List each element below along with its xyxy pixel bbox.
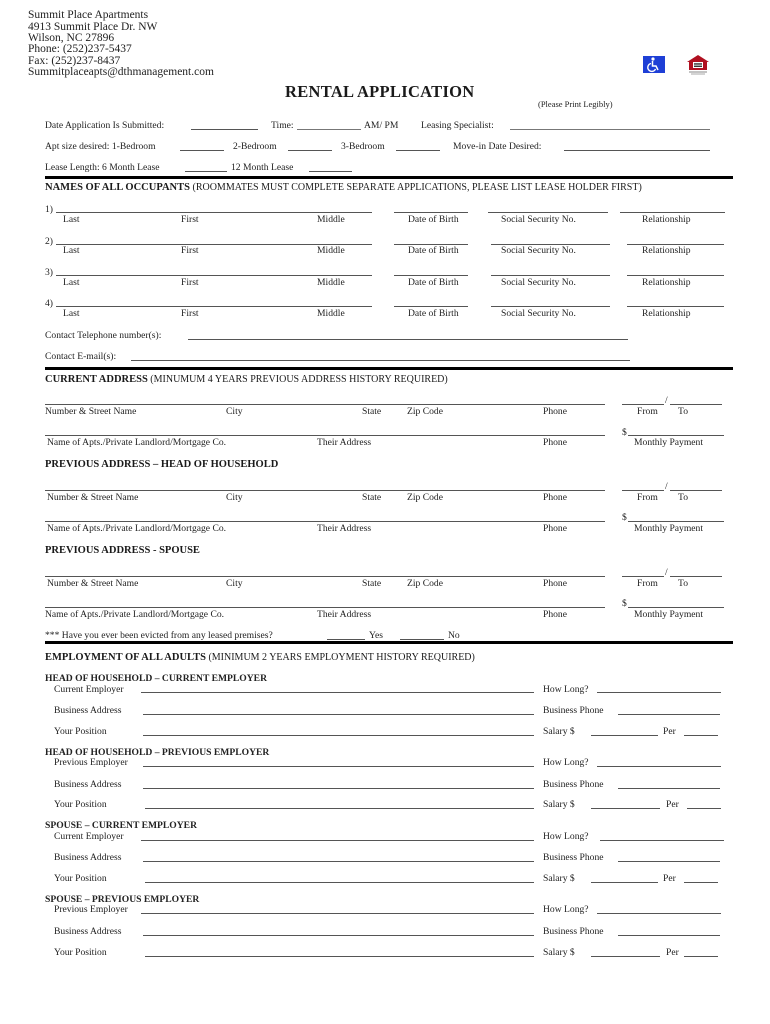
leasing-specialist-label: Leasing Specialist:: [421, 120, 494, 131]
how-long-label: How Long?: [543, 831, 589, 842]
how-long-field[interactable]: [597, 913, 721, 914]
row-number: 1): [45, 204, 53, 215]
employer-field[interactable]: [141, 692, 534, 693]
ssn-label: Social Security No.: [501, 245, 576, 256]
company-fax: Fax: (252)237-8437: [28, 55, 121, 67]
twelve-month-lease-label: 12 Month Lease: [231, 162, 294, 173]
from-label: From: [637, 406, 658, 417]
position-field[interactable]: [145, 956, 534, 957]
contact-phone-label: Contact Telephone number(s):: [45, 330, 162, 341]
business-address-field[interactable]: [143, 788, 534, 789]
time-label: Time:: [271, 120, 294, 131]
date-submitted-field[interactable]: [191, 129, 258, 130]
occupant-dob-field[interactable]: [394, 212, 468, 213]
dob-label: Date of Birth: [408, 308, 459, 319]
two-bedroom-field[interactable]: [288, 150, 332, 151]
company-address-line1: 4913 Summit Place Dr. NW: [28, 21, 158, 33]
how-long-label: How Long?: [543, 904, 589, 915]
twelve-month-lease-field[interactable]: [309, 171, 352, 172]
per-field[interactable]: [684, 735, 718, 736]
relationship-label: Relationship: [642, 308, 691, 319]
business-phone-field[interactable]: [618, 714, 720, 715]
to-label: To: [678, 578, 688, 589]
from-label: From: [637, 578, 658, 589]
their-address-label: Their Address: [317, 437, 372, 448]
occupant-relationship-field[interactable]: [620, 212, 725, 213]
per-label: Per: [663, 726, 676, 737]
business-phone-field[interactable]: [618, 861, 720, 862]
position-label: Your Position: [54, 873, 107, 884]
their-address-label: Their Address: [317, 523, 372, 534]
ssn-label: Social Security No.: [501, 308, 576, 319]
street-label: Number & Street Name: [47, 578, 139, 589]
business-phone-label: Business Phone: [543, 852, 604, 863]
leasing-specialist-field[interactable]: [510, 129, 710, 130]
one-bedroom-field[interactable]: [180, 150, 224, 151]
to-label: To: [678, 406, 688, 417]
state-label: State: [362, 578, 382, 589]
to-label: To: [678, 492, 688, 503]
landlord-line-field[interactable]: [45, 521, 605, 522]
per-field[interactable]: [684, 956, 718, 957]
date-submitted-label: Date Application Is Submitted:: [45, 120, 165, 131]
salary-label: Salary $: [543, 726, 575, 737]
monthly-payment-field[interactable]: [628, 521, 724, 522]
move-in-date-label: Move-in Date Desired:: [453, 141, 542, 152]
per-field[interactable]: [684, 882, 718, 883]
monthly-payment-label: Monthly Payment: [634, 437, 704, 448]
dob-label: Date of Birth: [408, 277, 459, 288]
eviction-yes-field[interactable]: [327, 639, 365, 640]
section-divider: [45, 641, 733, 644]
salary-field[interactable]: [591, 735, 658, 736]
company-name: Summit Place Apartments: [28, 9, 149, 21]
employer-field[interactable]: [141, 840, 534, 841]
landlord-line-field[interactable]: [45, 607, 605, 608]
from-label: From: [637, 492, 658, 503]
address-line-field[interactable]: [45, 404, 605, 405]
city-label: City: [226, 406, 243, 417]
per-label: Per: [666, 947, 679, 958]
company-phone: Phone: (252)237-5437: [28, 43, 132, 55]
salary-field[interactable]: [591, 956, 660, 957]
employment-block-heading: SPOUSE – CURRENT EMPLOYER: [45, 820, 198, 831]
street-label: Number & Street Name: [47, 492, 139, 503]
occupant-name-field[interactable]: [56, 306, 372, 307]
company-address-line2: Wilson, NC 27896: [28, 32, 115, 44]
current-address-note: (MINUMUM 4 YEARS PREVIOUS ADDRESS HISTORY REQUIRED): [150, 374, 448, 385]
business-address-field[interactable]: [143, 861, 534, 862]
business-address-field[interactable]: [143, 935, 534, 936]
eviction-question: *** Have you ever been evicted from any leased premises?: [45, 630, 273, 641]
state-label: State: [362, 492, 382, 503]
previous-address-head-heading: [45, 459, 278, 470]
address-line-field[interactable]: [45, 490, 605, 491]
salary-field[interactable]: [591, 882, 658, 883]
street-label: Number & Street Name: [45, 406, 137, 417]
employment-block-heading: SPOUSE – PREVIOUS EMPLOYER: [45, 894, 200, 905]
occupant-relationship-field[interactable]: [627, 306, 724, 307]
phone-label: Phone: [543, 492, 567, 503]
occupants-heading-title: NAMES OF ALL OCCUPANTS: [45, 182, 190, 193]
previous-address-spouse-heading: [45, 545, 200, 556]
middle-label: Middle: [317, 214, 345, 225]
date-slash: /: [665, 481, 668, 492]
occupants-heading-note: (ROOMMATES MUST COMPLETE SEPARATE APPLICATIONS, PLEASE LIST LEASE HOLDER FIRST): [192, 182, 642, 193]
monthly-payment-label: Monthly Payment: [634, 609, 704, 620]
how-long-field[interactable]: [600, 840, 724, 841]
dollar-sign: $: [622, 598, 627, 609]
employer-label: Previous Employer: [54, 904, 128, 915]
phone-label: Phone: [543, 523, 567, 534]
company-email[interactable]: Summitplaceapts@dthmanagement.com: [28, 66, 214, 78]
section-divider: [45, 367, 733, 370]
how-long-label: How Long?: [543, 684, 589, 695]
six-month-lease-field[interactable]: [185, 171, 227, 172]
contact-phone-field[interactable]: [188, 339, 628, 340]
city-label: City: [226, 578, 243, 589]
relationship-label: Relationship: [642, 214, 691, 225]
eviction-yes-label: Yes: [369, 630, 383, 641]
first-label: First: [181, 214, 199, 225]
business-phone-label: Business Phone: [543, 705, 604, 716]
occupant-ssn-field[interactable]: [491, 306, 610, 307]
first-label: First: [181, 308, 199, 319]
section-divider: [45, 176, 733, 179]
employment-block-heading: HEAD OF HOUSEHOLD – PREVIOUS EMPLOYER: [45, 747, 270, 758]
landlord-line-field[interactable]: [45, 435, 605, 436]
city-label: City: [226, 492, 243, 503]
previous-address-spouse-title: PREVIOUS ADDRESS - SPOUSE: [45, 545, 200, 556]
from-date-field[interactable]: [622, 490, 664, 491]
three-bedroom-label: 3-Bedroom: [341, 141, 385, 152]
employer-label: Current Employer: [54, 684, 124, 695]
row-number: 3): [45, 267, 53, 278]
dollar-sign: $: [622, 427, 627, 438]
salary-label: Salary $: [543, 873, 575, 884]
row-number: 4): [45, 298, 53, 309]
employer-field[interactable]: [141, 913, 534, 914]
middle-label: Middle: [317, 245, 345, 256]
position-label: Your Position: [54, 799, 107, 810]
middle-label: Middle: [317, 277, 345, 288]
occupant-name-field[interactable]: [56, 275, 372, 276]
business-address-label: Business Address: [54, 852, 122, 863]
state-label: State: [362, 406, 382, 417]
their-address-label: Their Address: [317, 609, 372, 620]
per-label: Per: [666, 799, 679, 810]
monthly-payment-field[interactable]: [628, 607, 724, 608]
last-label: Last: [63, 245, 80, 256]
business-phone-field[interactable]: [618, 935, 720, 936]
phone-label: Phone: [543, 578, 567, 589]
landlord-label: Name of Apts./Private Landlord/Mortgage Co.: [47, 523, 227, 534]
contact-email-label: Contact E-mail(s):: [45, 351, 117, 362]
equal-housing-opportunity-icon: [685, 54, 711, 76]
employment-heading-title: EMPLOYMENT OF ALL ADULTS: [45, 652, 206, 663]
middle-label: Middle: [317, 308, 345, 319]
to-date-field[interactable]: [670, 576, 722, 577]
dob-label: Date of Birth: [408, 214, 459, 225]
landlord-label: Name of Apts./Private Landlord/Mortgage Co.: [45, 609, 225, 620]
how-long-label: How Long?: [543, 757, 589, 768]
time-field[interactable]: [297, 129, 361, 130]
monthly-payment-label: Monthly Payment: [634, 523, 704, 534]
business-address-label: Business Address: [54, 926, 122, 937]
last-label: Last: [63, 214, 80, 225]
employment-block-heading: HEAD OF HOUSEHOLD – CURRENT EMPLOYER: [45, 673, 268, 684]
position-label: Your Position: [54, 947, 107, 958]
dob-label: Date of Birth: [408, 245, 459, 256]
landlord-label: Name of Apts./Private Landlord/Mortgage Co.: [47, 437, 227, 448]
date-slash: /: [665, 395, 668, 406]
contact-email-field[interactable]: [131, 360, 630, 361]
to-date-field[interactable]: [670, 490, 722, 491]
ampm-label: AM/ PM: [364, 120, 399, 131]
move-in-date-field[interactable]: [564, 150, 710, 151]
how-long-field[interactable]: [597, 766, 721, 767]
first-label: First: [181, 277, 199, 288]
monthly-payment-field[interactable]: [628, 435, 724, 436]
occupant-ssn-field[interactable]: [488, 212, 608, 213]
from-date-field[interactable]: [622, 404, 664, 405]
business-phone-field[interactable]: [618, 788, 720, 789]
two-bedroom-label: 2-Bedroom: [233, 141, 277, 152]
three-bedroom-field[interactable]: [396, 150, 440, 151]
relationship-label: Relationship: [642, 245, 691, 256]
ssn-label: Social Security No.: [501, 214, 576, 225]
position-field[interactable]: [145, 882, 534, 883]
occupants-heading: [45, 182, 642, 193]
dollar-sign: $: [622, 512, 627, 523]
employer-label: Current Employer: [54, 831, 124, 842]
employment-heading-note: (MINIMUM 2 YEARS EMPLOYMENT HISTORY REQUIRED): [208, 652, 475, 663]
row-number: 2): [45, 236, 53, 247]
business-address-label: Business Address: [54, 705, 122, 716]
last-label: Last: [63, 308, 80, 319]
business-address-label: Business Address: [54, 779, 122, 790]
business-phone-label: Business Phone: [543, 779, 604, 790]
employer-field[interactable]: [143, 766, 534, 767]
occupant-ssn-field[interactable]: [491, 275, 610, 276]
salary-field[interactable]: [591, 808, 660, 809]
eviction-no-label: No: [448, 630, 460, 641]
eviction-no-field[interactable]: [400, 639, 444, 640]
position-field[interactable]: [145, 808, 534, 809]
position-field[interactable]: [143, 735, 534, 736]
handicap-accessible-icon: [643, 56, 665, 73]
per-field[interactable]: [687, 808, 721, 809]
apt-size-label: Apt size desired: 1-Bedroom: [45, 141, 156, 152]
current-address-title: CURRENT ADDRESS: [45, 374, 148, 385]
zip-label: Zip Code: [407, 578, 443, 589]
last-label: Last: [63, 277, 80, 288]
first-label: First: [181, 245, 199, 256]
phone-label: Phone: [543, 406, 567, 417]
phone-label: Phone: [543, 437, 567, 448]
salary-label: Salary $: [543, 947, 575, 958]
page-title: RENTAL APPLICATION: [285, 82, 475, 101]
how-long-field[interactable]: [597, 692, 721, 693]
current-address-heading: [45, 374, 448, 385]
phone-label: Phone: [543, 609, 567, 620]
relationship-label: Relationship: [642, 277, 691, 288]
ssn-label: Social Security No.: [501, 277, 576, 288]
lease-length-label: Lease Length: 6 Month Lease: [45, 162, 160, 173]
employer-label: Previous Employer: [54, 757, 128, 768]
print-legibly-note: (Please Print Legibly): [538, 99, 613, 109]
previous-address-head-title: PREVIOUS ADDRESS – HEAD OF HOUSEHOLD: [45, 459, 279, 470]
occupant-dob-field[interactable]: [394, 275, 468, 276]
employment-heading: [45, 652, 475, 663]
business-address-field[interactable]: [143, 714, 534, 715]
zip-label: Zip Code: [407, 406, 443, 417]
salary-label: Salary $: [543, 799, 575, 810]
date-slash: /: [665, 567, 668, 578]
zip-label: Zip Code: [407, 492, 443, 503]
from-date-field[interactable]: [622, 576, 664, 577]
to-date-field[interactable]: [670, 404, 722, 405]
address-line-field[interactable]: [45, 576, 605, 577]
occupant-relationship-field[interactable]: [627, 275, 724, 276]
per-label: Per: [663, 873, 676, 884]
occupant-dob-field[interactable]: [394, 306, 468, 307]
occupant-name-field[interactable]: [56, 212, 372, 213]
business-phone-label: Business Phone: [543, 926, 604, 937]
position-label: Your Position: [54, 726, 107, 737]
